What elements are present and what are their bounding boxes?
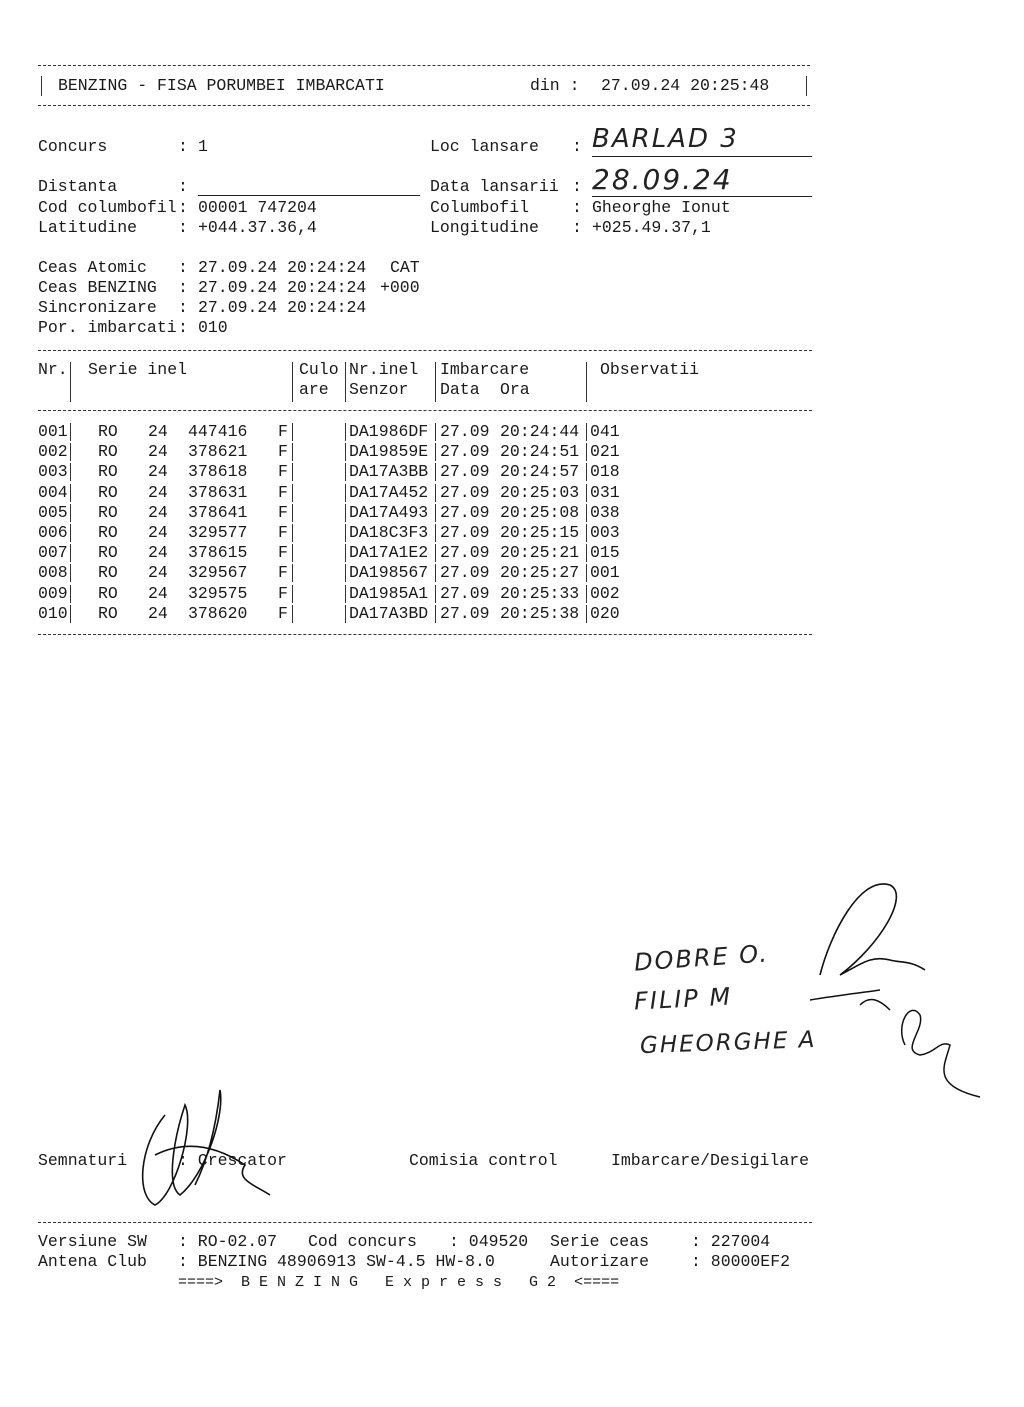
column-divider xyxy=(292,423,293,441)
concurs-label: Concurs xyxy=(38,137,108,156)
column-divider xyxy=(70,585,71,603)
ceas-benzing-extra: +000 xyxy=(380,278,420,297)
cell-country: RO xyxy=(98,543,118,563)
autorizare-value: : 80000EF2 xyxy=(691,1252,791,1271)
cell-sex: F xyxy=(278,422,288,441)
cod-columbofil-value: 00001 747204 xyxy=(198,198,317,217)
cell-sensor: DA17A3BB xyxy=(349,462,429,482)
autorizare-label: Autorizare xyxy=(550,1252,650,1271)
colon: : xyxy=(178,298,188,317)
colon: : xyxy=(178,218,188,237)
column-divider xyxy=(435,423,436,441)
cell-obs: 018 xyxy=(590,462,620,482)
antena-label: Antena Club xyxy=(38,1252,147,1271)
column-divider xyxy=(586,484,587,502)
imbarcare-desigilare-label: Imbarcare/Desigilare xyxy=(611,1151,810,1170)
colon: : xyxy=(572,198,582,217)
colon: : xyxy=(572,218,582,237)
ceas-atomic-extra: CAT xyxy=(390,258,420,277)
column-divider xyxy=(345,524,346,542)
cell-ring: 378620 xyxy=(188,603,248,623)
cell-country: RO xyxy=(98,482,118,502)
column-divider xyxy=(292,463,293,481)
cell-sensor: DA17A493 xyxy=(349,502,429,522)
cell-nr: 007 xyxy=(38,543,68,563)
th-are: are xyxy=(299,380,329,399)
cell-nr: 006 xyxy=(38,523,68,542)
cell-ring: 378631 xyxy=(188,482,248,502)
cell-time: 20:24:44 xyxy=(500,422,580,441)
column-divider xyxy=(345,544,346,562)
data-lansarii-value: 28.09.24 xyxy=(592,163,733,196)
document-title: BENZING - FISA PORUMBEI IMBARCATI xyxy=(58,76,385,95)
column-divider xyxy=(292,564,293,582)
column-divider xyxy=(345,423,346,441)
colon: : xyxy=(178,177,188,196)
cell-date: 27.09 xyxy=(440,422,490,441)
cell-country: RO xyxy=(98,583,118,603)
cell-sensor: DA19859E xyxy=(349,442,429,462)
latitudine-label: Latitudine xyxy=(38,218,138,237)
cell-ring: 378641 xyxy=(188,502,248,522)
column-divider xyxy=(586,504,587,522)
handwritten-name: DOBRE O. xyxy=(633,939,770,977)
distanta-label: Distanta xyxy=(38,177,118,196)
cell-nr: 008 xyxy=(38,563,68,583)
table-header-separator xyxy=(38,410,812,411)
column-divider xyxy=(435,564,436,582)
column-divider xyxy=(435,585,436,603)
column-divider xyxy=(292,585,293,603)
cell-sensor: DA17A1E2 xyxy=(349,543,429,563)
cod-concurs-value: : 049520 xyxy=(449,1232,529,1251)
cell-obs: 031 xyxy=(590,482,620,502)
column-divider xyxy=(70,564,71,582)
cell-sex: F xyxy=(278,462,288,482)
distanta-underline xyxy=(198,195,420,196)
cell-sex: F xyxy=(278,543,288,563)
column-divider xyxy=(70,544,71,562)
cell-nr: 002 xyxy=(38,442,68,462)
benzing-banner: ====> B E N Z I N G E x p r e s s G 2 <==== xyxy=(178,1274,620,1291)
column-divider xyxy=(435,504,436,522)
column-divider xyxy=(292,443,293,461)
th-culo: Culo xyxy=(299,360,339,379)
cell-date: 27.09 xyxy=(440,442,490,462)
por-imbarcati-label: Por. imbarcati xyxy=(38,318,177,337)
column-divider xyxy=(586,544,587,562)
column-divider xyxy=(70,524,71,542)
column-divider xyxy=(586,585,587,603)
header-border-left xyxy=(41,76,42,96)
committee-signatures xyxy=(800,875,990,1105)
th-nr: Nr. xyxy=(38,360,68,379)
cell-year: 24 xyxy=(148,583,168,603)
por-imbarcati-value: 010 xyxy=(198,318,228,337)
cell-country: RO xyxy=(98,422,118,441)
th-senzor: Senzor xyxy=(349,380,409,399)
column-divider xyxy=(345,564,346,582)
column-divider xyxy=(345,362,346,402)
cell-ring: 329567 xyxy=(188,563,248,583)
column-divider xyxy=(345,463,346,481)
cell-date: 27.09 xyxy=(440,502,490,522)
column-divider xyxy=(292,544,293,562)
longitudine-value: +025.49.37,1 xyxy=(592,218,711,237)
comisia-control-label: Comisia control xyxy=(409,1151,558,1170)
cell-date: 27.09 xyxy=(440,462,490,482)
column-divider xyxy=(70,463,71,481)
cell-obs: 001 xyxy=(590,563,620,583)
cell-obs: 041 xyxy=(590,422,620,441)
column-divider xyxy=(435,484,436,502)
semnaturi-label: Semnaturi xyxy=(38,1151,128,1170)
column-divider xyxy=(435,544,436,562)
cell-sex: F xyxy=(278,583,288,603)
columbofil-label: Columbofil xyxy=(430,198,530,217)
column-divider xyxy=(435,524,436,542)
column-divider xyxy=(435,362,436,402)
column-divider xyxy=(70,484,71,502)
cell-ring: 329577 xyxy=(188,523,248,542)
cell-obs: 003 xyxy=(590,523,620,542)
loc-lansare-underline xyxy=(592,156,812,157)
column-divider xyxy=(435,443,436,461)
cell-year: 24 xyxy=(148,462,168,482)
footer-separator xyxy=(38,1222,812,1223)
handwritten-name: GHEORGHE A xyxy=(639,1026,817,1060)
cell-year: 24 xyxy=(148,543,168,563)
cell-country: RO xyxy=(98,563,118,583)
cell-ring: 378615 xyxy=(188,543,248,563)
column-divider xyxy=(292,524,293,542)
din-timestamp: 27.09.24 20:25:48 xyxy=(601,76,770,95)
cell-nr: 010 xyxy=(38,603,68,623)
cell-date: 27.09 xyxy=(440,603,490,623)
th-observatii: Observatii xyxy=(600,360,700,379)
versiune-value: : RO-02.07 xyxy=(178,1232,278,1251)
column-divider xyxy=(345,443,346,461)
column-divider xyxy=(586,423,587,441)
cell-nr: 005 xyxy=(38,502,68,522)
cell-year: 24 xyxy=(148,563,168,583)
cell-sex: F xyxy=(278,563,288,583)
th-ora: Ora xyxy=(500,380,530,399)
cell-country: RO xyxy=(98,523,118,542)
th-imbarcare: Imbarcare xyxy=(440,360,530,379)
column-divider xyxy=(292,484,293,502)
cell-sensor: DA1986DF xyxy=(349,422,429,441)
columbofil-value: Gheorghe Ionut xyxy=(592,198,731,217)
cell-year: 24 xyxy=(148,422,168,441)
cell-time: 20:25:03 xyxy=(500,482,580,502)
sincronizare-label: Sincronizare xyxy=(38,298,157,317)
sincronizare-value: 27.09.24 20:24:24 xyxy=(198,298,367,317)
loc-lansare-value: BARLAD 3 xyxy=(592,124,739,154)
table-border-top xyxy=(38,350,812,351)
column-divider xyxy=(70,443,71,461)
column-divider xyxy=(292,504,293,522)
antena-value: : BENZING 48906913 SW-4.5 HW-8.0 xyxy=(178,1252,495,1271)
cell-date: 27.09 xyxy=(440,563,490,583)
cell-ring: 447416 xyxy=(188,422,248,441)
table-border-bottom xyxy=(38,634,812,635)
column-divider xyxy=(70,504,71,522)
cell-sex: F xyxy=(278,603,288,623)
cell-time: 20:25:38 xyxy=(500,603,580,623)
cell-date: 27.09 xyxy=(440,482,490,502)
column-divider xyxy=(70,362,71,402)
column-divider xyxy=(345,585,346,603)
cell-country: RO xyxy=(98,502,118,522)
cell-time: 20:25:08 xyxy=(500,502,580,522)
colon: : xyxy=(178,137,188,156)
breeder-signature xyxy=(135,1085,275,1215)
ceas-benzing-label: Ceas BENZING xyxy=(38,278,157,297)
cell-sex: F xyxy=(278,502,288,522)
cell-time: 20:24:51 xyxy=(500,442,580,462)
longitudine-label: Longitudine xyxy=(430,218,539,237)
cell-nr: 003 xyxy=(38,462,68,482)
colon: : xyxy=(572,137,582,156)
cell-sensor: DA18C3F3 xyxy=(349,523,429,542)
th-data: Data xyxy=(440,380,480,399)
data-lansarii-underline xyxy=(592,196,812,197)
header-border-right xyxy=(806,76,807,96)
colon: : xyxy=(178,318,188,337)
cell-sex: F xyxy=(278,482,288,502)
ceas-atomic-value: 27.09.24 20:24:24 xyxy=(198,258,367,277)
concurs-value: 1 xyxy=(198,137,208,156)
column-divider xyxy=(435,463,436,481)
cell-nr: 001 xyxy=(38,422,68,441)
serie-ceas-value: : 227004 xyxy=(691,1232,771,1251)
column-divider xyxy=(586,524,587,542)
cell-year: 24 xyxy=(148,442,168,462)
column-divider xyxy=(586,362,587,402)
cell-time: 20:25:21 xyxy=(500,543,580,563)
cell-sensor: DA198567 xyxy=(349,563,429,583)
column-divider xyxy=(586,463,587,481)
cell-obs: 038 xyxy=(590,502,620,522)
ceas-atomic-label: Ceas Atomic xyxy=(38,258,147,277)
th-nrinel: Nr.inel xyxy=(349,360,419,379)
cell-sensor: DA17A452 xyxy=(349,482,429,502)
cell-ring: 329575 xyxy=(188,583,248,603)
column-divider xyxy=(345,504,346,522)
column-divider xyxy=(345,484,346,502)
cell-obs: 015 xyxy=(590,543,620,563)
cell-country: RO xyxy=(98,462,118,482)
cell-time: 20:25:27 xyxy=(500,563,580,583)
colon: : xyxy=(178,278,188,297)
cell-year: 24 xyxy=(148,482,168,502)
colon: : xyxy=(178,258,188,277)
din-label: din : xyxy=(530,76,580,95)
cell-ring: 378621 xyxy=(188,442,248,462)
cell-obs: 020 xyxy=(590,603,620,623)
loc-lansare-label: Loc lansare xyxy=(430,137,539,156)
serie-ceas-label: Serie ceas xyxy=(550,1232,650,1251)
cell-country: RO xyxy=(98,603,118,623)
cell-sex: F xyxy=(278,442,288,462)
ceas-benzing-value: 27.09.24 20:24:24 xyxy=(198,278,367,297)
cell-time: 20:24:57 xyxy=(500,462,580,482)
latitudine-value: +044.37.36,4 xyxy=(198,218,317,237)
column-divider xyxy=(292,605,293,623)
cod-concurs-label: Cod concurs xyxy=(308,1232,417,1251)
cell-sensor: DA1985A1 xyxy=(349,583,429,603)
colon: : xyxy=(178,198,188,217)
cell-year: 24 xyxy=(148,502,168,522)
th-serie: Serie inel xyxy=(88,360,188,379)
cell-year: 24 xyxy=(148,603,168,623)
handwritten-name: FILIP M xyxy=(633,982,733,1016)
cod-columbofil-label: Cod columbofil xyxy=(38,198,177,217)
data-lansarii-label: Data lansarii xyxy=(430,177,559,196)
cell-date: 27.09 xyxy=(440,583,490,603)
cell-date: 27.09 xyxy=(440,523,490,542)
versiune-label: Versiune SW xyxy=(38,1232,147,1251)
column-divider xyxy=(70,605,71,623)
cell-nr: 004 xyxy=(38,482,68,502)
column-divider xyxy=(292,362,293,402)
cell-obs: 002 xyxy=(590,583,620,603)
column-divider xyxy=(345,605,346,623)
header-border-bottom xyxy=(38,105,810,106)
cell-nr: 009 xyxy=(38,583,68,603)
colon: : xyxy=(572,177,582,196)
cell-ring: 378618 xyxy=(188,462,248,482)
header-border-top xyxy=(38,65,810,66)
cell-date: 27.09 xyxy=(440,543,490,563)
cell-sex: F xyxy=(278,523,288,542)
column-divider xyxy=(586,443,587,461)
column-divider xyxy=(586,605,587,623)
cell-year: 24 xyxy=(148,523,168,542)
column-divider xyxy=(435,605,436,623)
crescator-label: : Crescator xyxy=(178,1151,287,1170)
cell-time: 20:25:33 xyxy=(500,583,580,603)
column-divider xyxy=(586,564,587,582)
cell-obs: 021 xyxy=(590,442,620,462)
cell-sensor: DA17A3BD xyxy=(349,603,429,623)
cell-time: 20:25:15 xyxy=(500,523,580,542)
column-divider xyxy=(70,423,71,441)
cell-country: RO xyxy=(98,442,118,462)
